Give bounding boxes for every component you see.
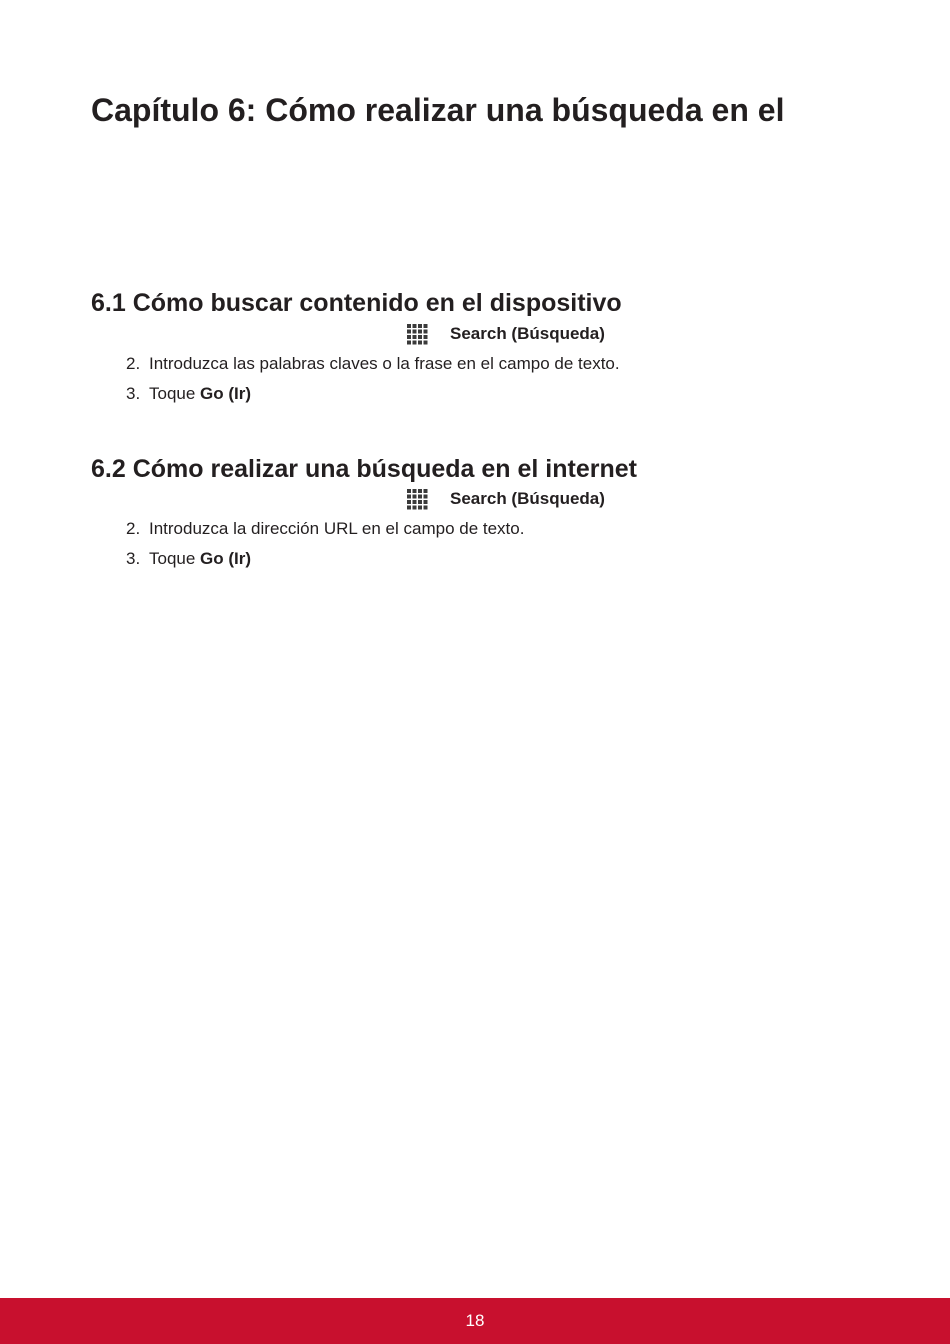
step-item xyxy=(126,383,251,405)
step-number: 3. xyxy=(126,384,141,403)
search-label: Search (Búsqueda) xyxy=(450,489,605,508)
step-item xyxy=(126,548,251,570)
step-bold-text: Go (Ir) xyxy=(200,384,252,403)
grid-icon xyxy=(406,488,428,510)
search-instruction-6-1 xyxy=(406,322,605,346)
section-heading-6-1: 6.1 Cómo buscar contenido en el dispositivo xyxy=(91,289,622,317)
step-text: Toque xyxy=(149,384,201,403)
step-text: Introduzca las palabras claves o la frase en el campo de texto. xyxy=(149,354,620,373)
search-instruction-6-2 xyxy=(406,487,605,511)
section-heading-6-2: 6.2 Cómo realizar una búsqueda en el internet xyxy=(91,455,637,483)
search-label: Search (Búsqueda) xyxy=(450,324,605,343)
step-text: Introduzca la dirección URL en el campo de texto. xyxy=(149,519,525,538)
grid-icon xyxy=(406,323,428,345)
page-number: 18 xyxy=(465,1311,485,1330)
step-number: 2. xyxy=(126,519,141,538)
step-text: Toque xyxy=(149,549,201,568)
step-item xyxy=(126,353,620,375)
step-item xyxy=(126,518,524,540)
step-bold-text: Go (Ir) xyxy=(200,549,252,568)
step-number: 2. xyxy=(126,354,141,373)
page-title: Capítulo 6: Cómo realizar una búsqueda en el xyxy=(91,92,785,128)
step-number: 3. xyxy=(126,549,141,568)
footer-bar xyxy=(0,1298,950,1344)
